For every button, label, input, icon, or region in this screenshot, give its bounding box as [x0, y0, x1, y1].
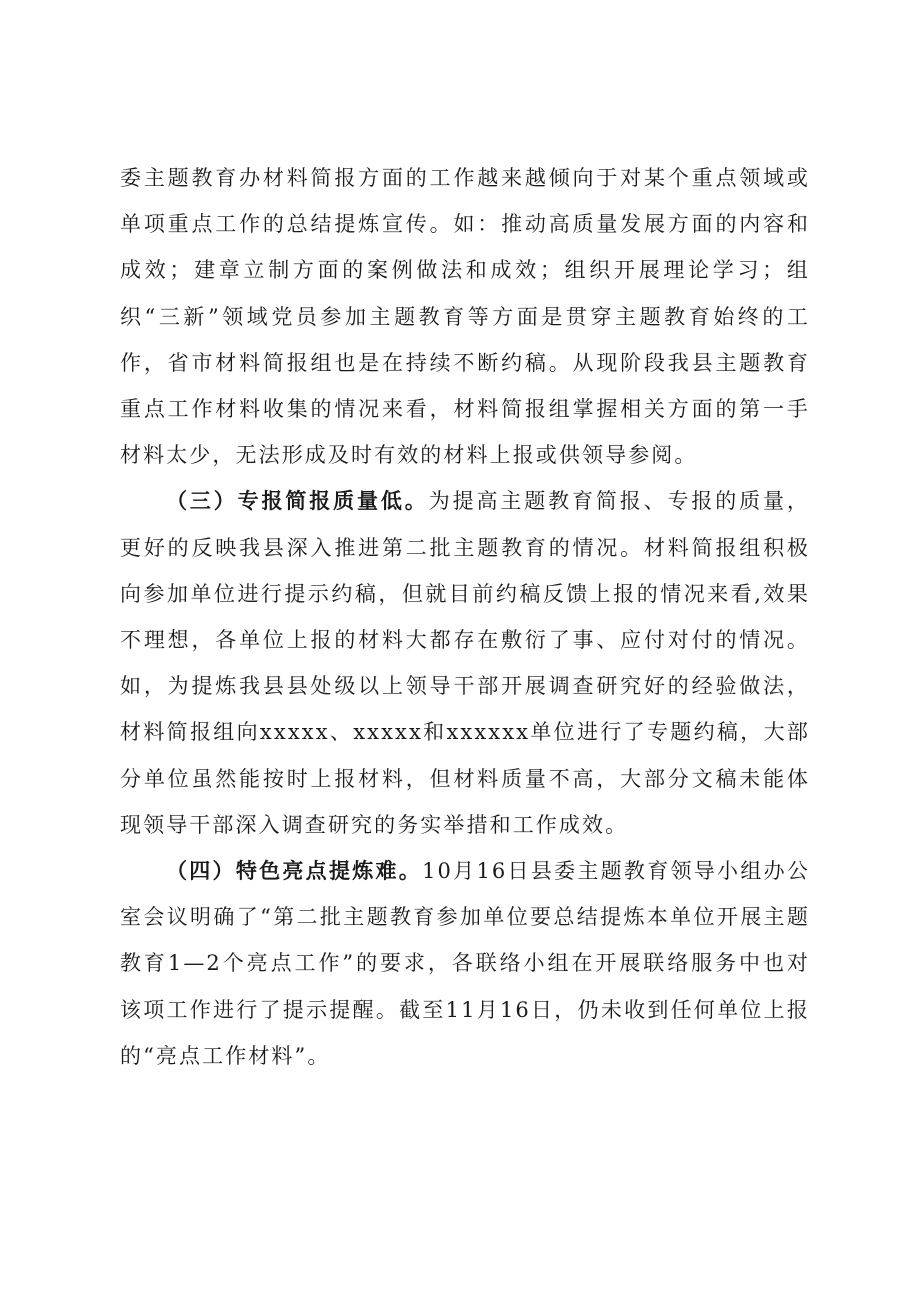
- paragraph-section-3: [120, 478, 810, 848]
- paragraph-continuation: [120, 155, 810, 478]
- section-4-heading: （四）特色亮点提炼难。: [166, 858, 423, 884]
- paragraph-1-body: 委主题教育办材料简报方面的工作越来越倾向于对某个重点领域或单项重点工作的总结提炼宣传。如：推动高质量发展方面的内容和成效；建章立制方面的案例做法和成效；组织开展理论学习；组织“三新”领域党员参加主题教育等方面是贯穿主题教育始终的工作，省市材料简报组也是在持续不断约稿。从现阶段我县主题教育重点工作材料收集的情况来看，材料简报组掌握相关方面的第一手材料太少，无法形成及时有效的材料上报或供领导参阅。: [120, 166, 810, 468]
- section-3-heading: （三）专报简报质量低。: [166, 488, 429, 514]
- section-4-body: 10月16日县委主题教育领导小组办公室会议明确了“第二批主题教育参加单位要总结提炼本单位开展主题教育1—2个亮点工作”的要求，各联络小组在开展联络服务中也对该项工作进行了提示提醒。截至11月16日，仍未收到任何单位上报的“亮点工作材料”。: [120, 859, 810, 1068]
- document-body: [120, 155, 810, 1079]
- section-3-body: 为提高主题教育简报、专报的质量，更好的反映我县深入推进第二批主题教育的情况。材料简报组积极向参加单位进行提示约稿，但就目前约稿反馈上报的情况来看,效果不理想，各单位上报的材料大都存在敷衍了事、应付对付的情况。如，为提炼我县县处级以上领导干部开展调查研究好的经验做法，材料简报组向xxxxx、xxxxx和xxxxxx单位进行了专题约稿，大部分单位虽然能按时上报材料，但材料质量不高，大部分文稿未能体现领导干部深入调查研究的务实举措和工作成效。: [120, 489, 810, 837]
- paragraph-section-4: [120, 848, 810, 1079]
